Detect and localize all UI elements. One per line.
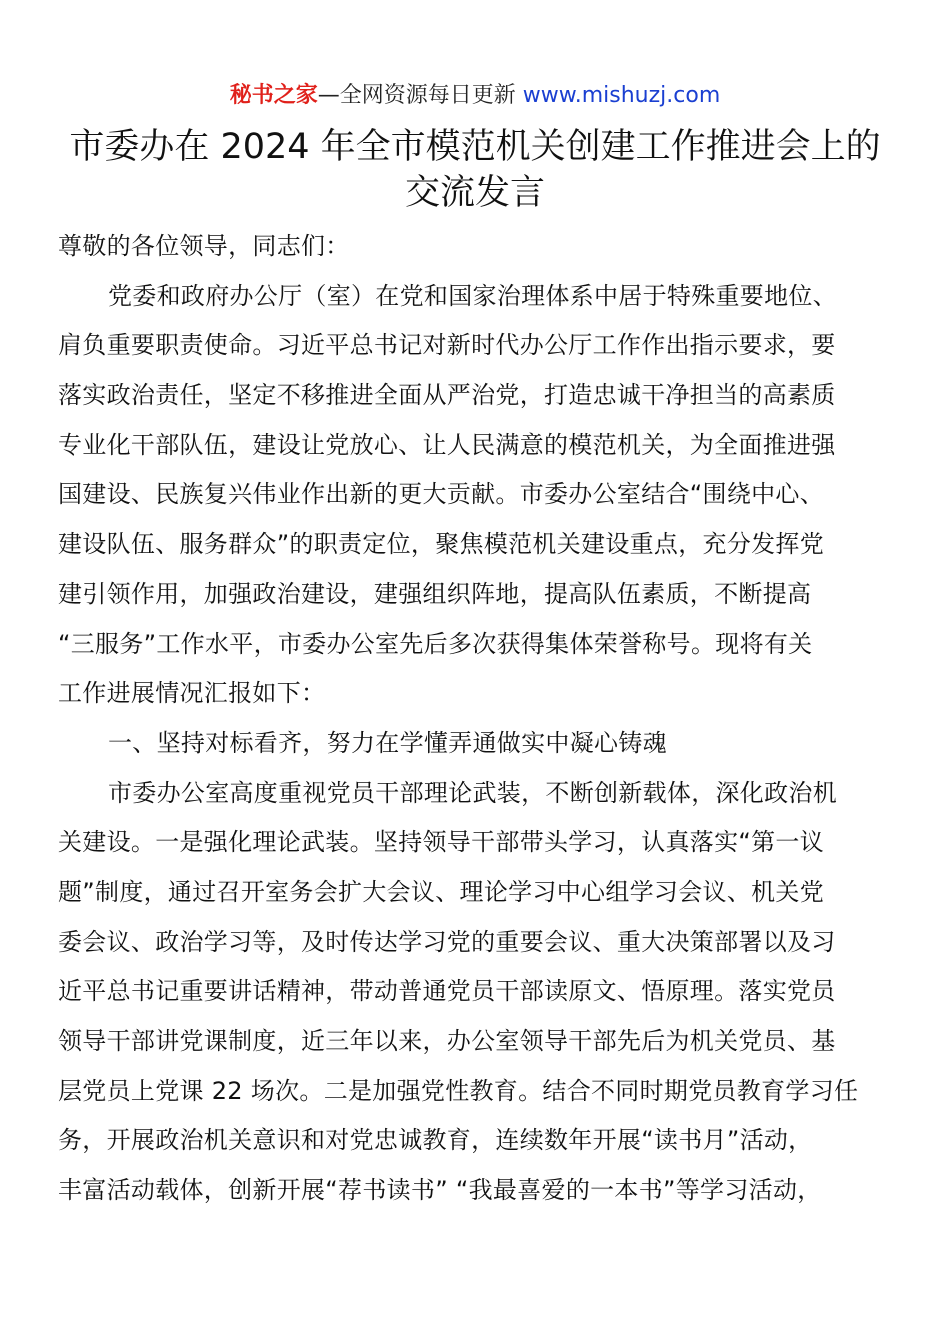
banner-tagline: —全网资源每日更新 <box>317 83 523 108</box>
paragraph-line: 委会议、政治学习等，及时传达学习党的重要会议、重大决策部署以及习 <box>58 927 836 956</box>
document-title <box>40 124 910 216</box>
banner-brand: 秘书之家 <box>229 83 318 108</box>
title-line: 交流发言 <box>404 173 545 213</box>
paragraph-line: 党委和政府办公厅（室）在党和国家治理体系中居于特殊重要地位、 <box>108 281 837 310</box>
paragraph-line: 领导干部讲党课制度，近三年以来，办公室领导干部先后为机关党员、基 <box>58 1027 836 1055</box>
paragraph-line: 近平总书记重要讲话精神，带动普通党员干部读原文、悟原理。落实党员 <box>58 977 836 1006</box>
banner-url-link[interactable]: www.mishuzj.com <box>522 83 721 108</box>
paragraph-line: 国建设、民族复兴伟业作出新的更大贡献。市委办公室结合“围绕中心、 <box>58 480 825 509</box>
paragraph-line: 肩负重要职责使命。习近平总书记对新时代办公厅工作作出指示要求，要 <box>58 331 836 360</box>
site-banner <box>0 80 950 112</box>
paragraph-line: “三服务”工作水平，市委办公室先后多次获得集体荣誉称号。现将有关 <box>58 629 813 658</box>
salutation: 尊敬的各位领导，同志们： <box>58 232 350 260</box>
paragraph-line: 专业化干部队伍，建设让党放心、让人民满意的模范机关，为全面推进强 <box>58 430 836 459</box>
paragraph-line: 工作进展情况汇报如下： <box>58 679 326 708</box>
paragraph-line: 建设队伍、服务群众”的职责定位，聚焦模范机关建设重点，充分发挥党 <box>58 530 825 559</box>
paragraph-line: 层党员上党课 22 场次。二是加强党性教育。结合不同时期党员教育学习任 <box>58 1076 859 1105</box>
paragraph-line: 题”制度，通过召开室务会扩大会议、理论学习中心组学习会议、机关党 <box>58 877 825 906</box>
paragraph-line: 务，开展政治机关意识和对党忠诚教育，连续数年开展“读书月”活动， <box>58 1126 813 1155</box>
paragraph-line: 建引领作用，加强政治建设，建强组织阵地，提高队伍素质，不断提高 <box>58 579 812 608</box>
section-heading: 一、坚持对标看齐，努力在学懂弄通做实中凝心铸魂 <box>108 728 667 757</box>
paragraph-line: 丰富活动载体，创新开展“荐书读书” “我最喜爱的一本书”等学习活动， <box>58 1176 822 1205</box>
paragraph-line: 落实政治责任，坚定不移推进全面从严治党，打造忠诚干净担当的高素质 <box>58 381 836 410</box>
paragraph-line: 关建设。一是强化理论武装。坚持领导干部带头学习，认真落实“第一议 <box>58 828 825 857</box>
paragraph-line: 市委办公室高度重视党员干部理论武装，不断创新载体，深化政治机 <box>108 778 837 807</box>
title-line: 市委办在 2024 年全市模范机关创建工作推进会上的 <box>69 127 881 167</box>
document-body <box>58 222 888 1216</box>
